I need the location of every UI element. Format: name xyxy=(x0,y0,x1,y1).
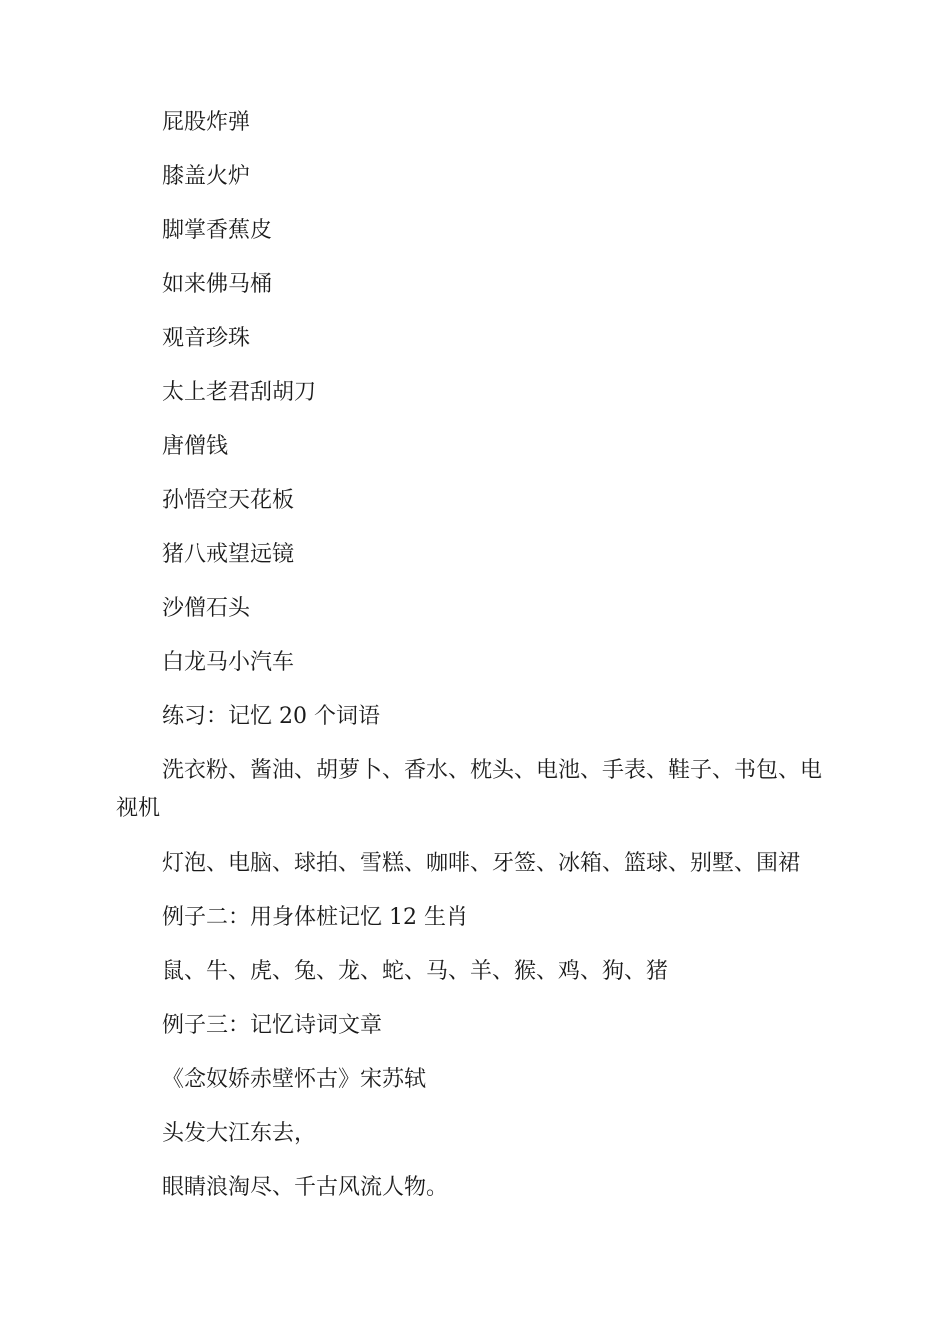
list-item: 唐僧钱 xyxy=(162,434,229,459)
section-heading: 练习：记忆 20 个词语 xyxy=(162,704,380,729)
list-item: 观音珍珠 xyxy=(162,326,251,351)
list-item: 白龙马小汽车 xyxy=(162,650,295,675)
list-item: 如来佛马桶 xyxy=(162,272,273,297)
word-list-paragraph: 灯泡、电脑、球拍、雪糕、咖啡、牙签、冰箱、篮球、别墅、围裙 xyxy=(162,851,801,876)
word-list-paragraph: 洗衣粉、酱油、胡萝卜、香水、枕头、电池、手表、鞋子、书包、电视机 xyxy=(116,758,823,821)
list-item: 膝盖火炉 xyxy=(162,164,251,189)
list-item: 沙僧石头 xyxy=(162,596,251,621)
zodiac-list-paragraph: 鼠、牛、虎、兔、龙、蛇、马、羊、猴、鸡、狗、猪 xyxy=(162,959,669,984)
section-heading: 例子二：用身体桩记忆 12 生肖 xyxy=(162,905,468,930)
list-item: 猪八戒望远镜 xyxy=(162,542,295,567)
list-item: 屁股炸弹 xyxy=(162,110,251,135)
poem-line: 眼睛浪淘尽、千古风流人物。 xyxy=(162,1175,449,1200)
list-item: 太上老君刮胡刀 xyxy=(162,380,317,405)
list-item: 孙悟空天花板 xyxy=(162,488,295,513)
poem-line: 头发大江东去， xyxy=(162,1121,317,1146)
poem-title: 《念奴娇赤壁怀古》宋苏轼 xyxy=(162,1067,427,1092)
document-body xyxy=(116,104,836,1223)
list-item: 脚掌香蕉皮 xyxy=(162,218,273,243)
section-heading: 例子三：记忆诗词文章 xyxy=(162,1013,383,1038)
